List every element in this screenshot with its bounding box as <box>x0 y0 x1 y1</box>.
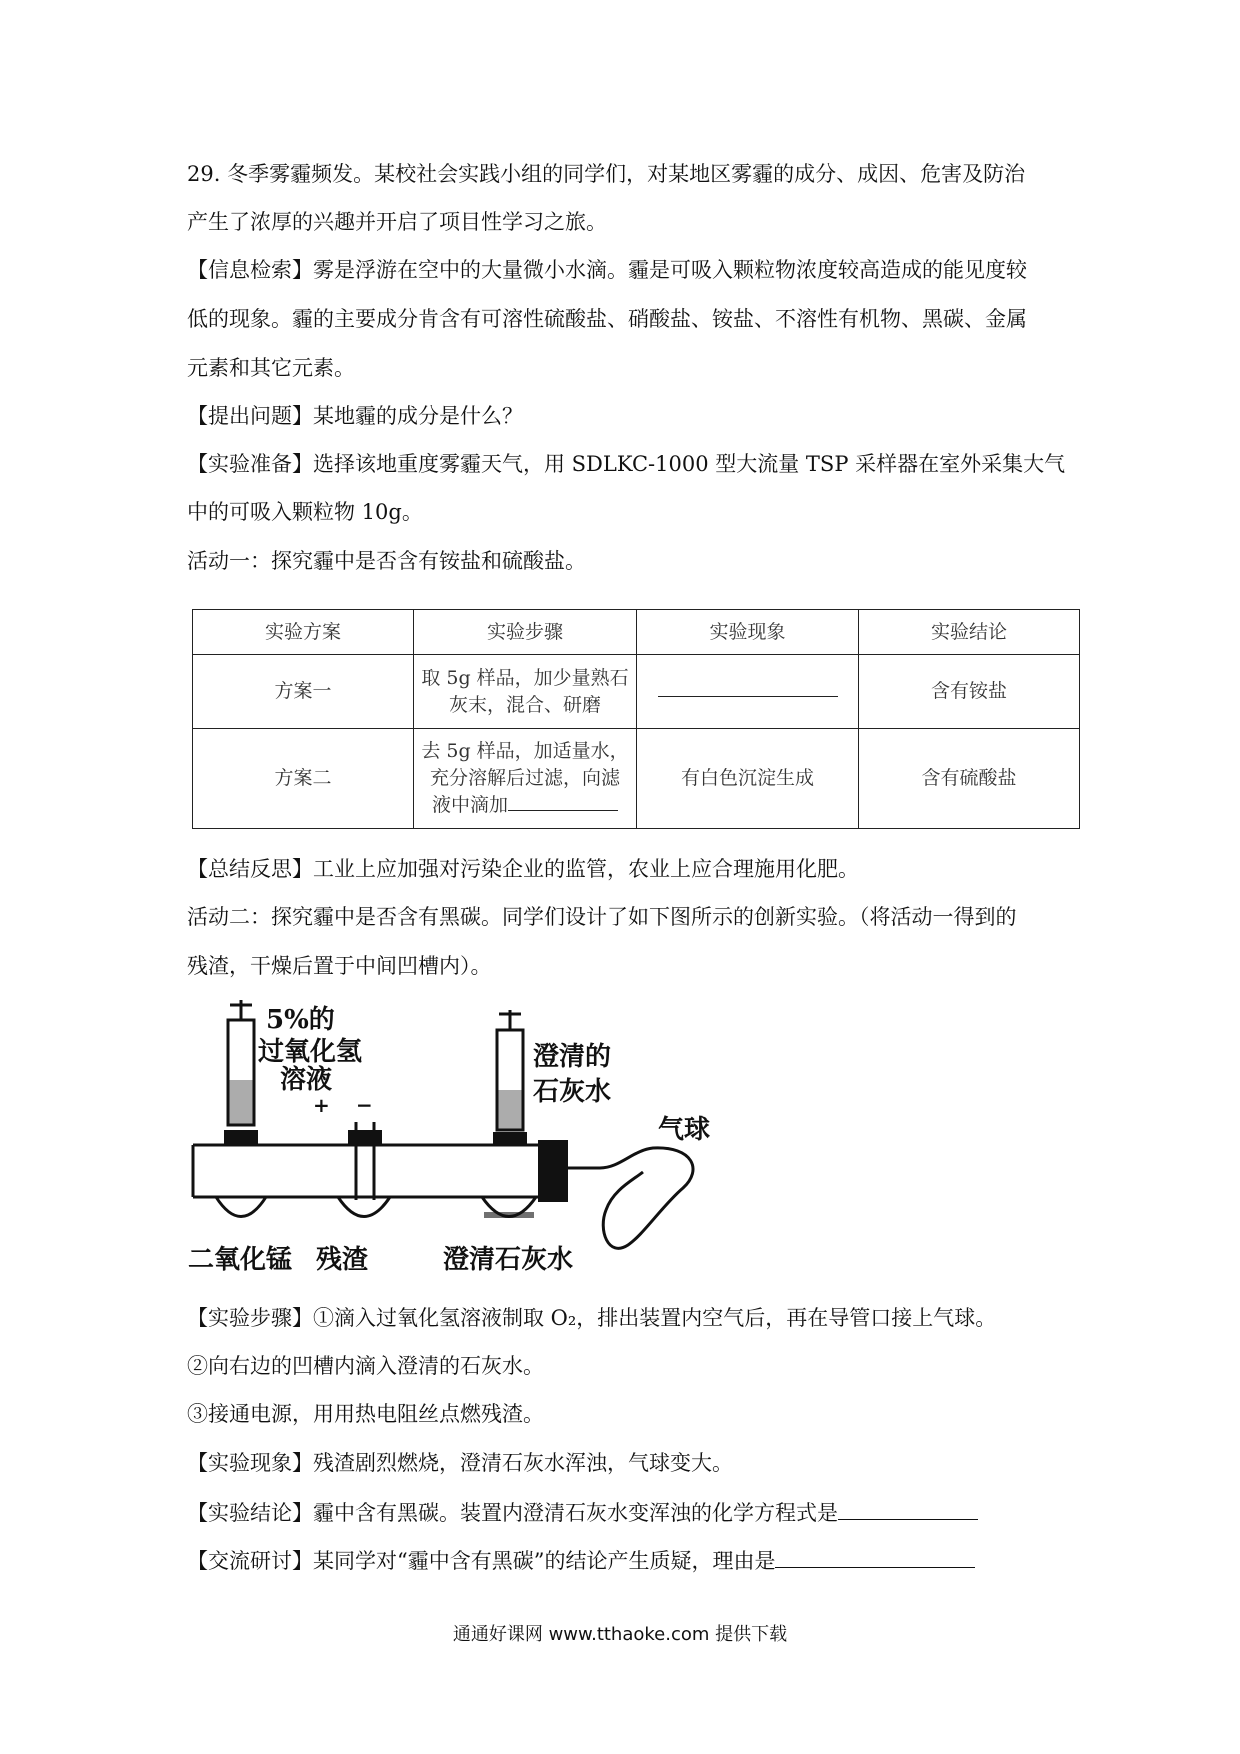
table-header-cell: 实验现象 <box>637 610 859 655</box>
conclusion-cell: 含有硫酸盐 <box>859 729 1080 829</box>
discussion-line <box>187 1547 1057 1573</box>
phenomenon-cell: 有白色沉淀生成 <box>637 729 859 829</box>
steps-line-2: ②向右边的凹槽内滴入澄清的石灰水。 <box>187 1354 544 1378</box>
answer-blank[interactable] <box>775 1547 975 1568</box>
step-cell <box>414 729 637 829</box>
activity1-title: 活动一：探究霾中是否含有铵盐和硫酸盐。 <box>187 549 586 573</box>
question-line-2: 产生了浓厚的兴趣并开启了项目性学习之旅。 <box>187 210 607 234</box>
phenomenon-text: 【实验现象】残渣剧烈燃烧，澄清石灰水浑浊，气球变大。 <box>187 1451 733 1475</box>
label-limewater-bottom: 石灰水 <box>533 1077 612 1107</box>
table-header-cell: 实验结论 <box>859 610 1080 655</box>
label-h2o2-name: 过氧化氢 <box>258 1037 363 1067</box>
experiment-table <box>192 609 1080 829</box>
answer-blank[interactable] <box>838 1499 978 1520</box>
label-h2o2-solution: 溶液 <box>280 1065 333 1095</box>
table-row <box>193 729 1080 829</box>
step-text: 充分溶解后过滤，向滤 <box>429 767 620 789</box>
stopper <box>538 1140 568 1202</box>
glass-tube <box>193 1145 538 1197</box>
well-middle <box>338 1197 390 1217</box>
prep-line-1: 【实验准备】选择该地重度雾霾天气，用 SDLKC-1000 型大流量 TSP 采样器在室外采集大气 <box>187 452 1066 476</box>
label-balloon: 气球 <box>658 1115 711 1145</box>
step-text: 去 5g 样品，加适量水， <box>421 740 629 762</box>
plan-cell: 方案一 <box>193 655 414 729</box>
activity2-line-1: 活动二：探究霾中是否含有黑碳。同学们设计了如下图所示的创新实验。（将活动一得到的 <box>187 905 1017 929</box>
table-header-row <box>193 610 1080 655</box>
info-line-2: 低的现象。霾的主要成分肯含有可溶性硫酸盐、硝酸盐、铵盐、不溶性有机物、黑碳、金属 <box>187 307 1027 331</box>
label-h2o2-percent: 5%的 <box>266 1005 335 1035</box>
apparatus-diagram <box>188 1000 724 1276</box>
conclusion-line <box>187 1499 1057 1525</box>
table-row <box>193 655 1080 729</box>
summary-text: 【总结反思】工业上应加强对污染企业的监管，农业上应合理施用化肥。 <box>187 857 859 881</box>
step-cell <box>414 655 637 729</box>
step-text: 液中滴加 <box>431 794 508 816</box>
answer-blank[interactable] <box>658 682 838 697</box>
problem-text: 【提出问题】某地霾的成分是什么？ <box>187 404 523 428</box>
discussion-text: 【交流研讨】某同学对“霾中含有黑碳”的结论产生质疑，理由是 <box>187 1549 776 1573</box>
table-header-cell: 实验方案 <box>193 610 414 655</box>
step-line <box>420 792 630 819</box>
step-text: 取 5g 样品，加少量熟石 <box>421 666 629 689</box>
info-line-3: 元素和其它元素。 <box>187 356 355 380</box>
label-limewater: 澄清石灰水 <box>443 1245 574 1275</box>
label-minus: − <box>356 1093 373 1117</box>
conclusion-cell: 含有铵盐 <box>859 655 1080 729</box>
balloon <box>568 1148 693 1248</box>
table-header-cell: 实验步骤 <box>414 610 637 655</box>
label-residue: 残渣 <box>316 1245 369 1275</box>
plan-cell: 方案二 <box>193 729 414 829</box>
step-text: 灰末，混合、研磨 <box>448 693 601 716</box>
footer-text: 通通好课网 www.tthaoke.com 提供下载 <box>452 1624 788 1645</box>
info-line-1: 【信息检索】雾是浮游在空中的大量微小水滴。霾是可吸入颗粒物浓度较高造成的能见度较 <box>187 258 1027 282</box>
conclusion-text: 【实验结论】霾中含有黑碳。装置内澄清石灰水变浑浊的化学方程式是 <box>187 1501 838 1525</box>
steps-line-1: 【实验步骤】①滴入过氧化氢溶液制取 O₂，排出装置内空气后，再在导管口接上气球。 <box>187 1306 997 1330</box>
answer-blank[interactable] <box>508 796 618 811</box>
phenomenon-cell <box>637 655 859 729</box>
activity2-line-2: 残渣，干燥后置于中间凹槽内）。 <box>187 954 492 978</box>
label-limewater-top: 澄清的 <box>533 1042 612 1072</box>
label-mno2: 二氧化锰 <box>188 1245 293 1275</box>
well-left <box>216 1197 266 1217</box>
question-line-1: 29. 冬季雾霾频发。某校社会实践小组的同学们，对某地区雾霾的成分、成因、危害及防治 <box>187 162 1026 186</box>
prep-line-2: 中的可吸入颗粒物 10g。 <box>187 500 423 524</box>
label-plus: + <box>313 1093 330 1117</box>
steps-line-3: ③接通电源，用用热电阻丝点燃残渣。 <box>187 1402 544 1426</box>
